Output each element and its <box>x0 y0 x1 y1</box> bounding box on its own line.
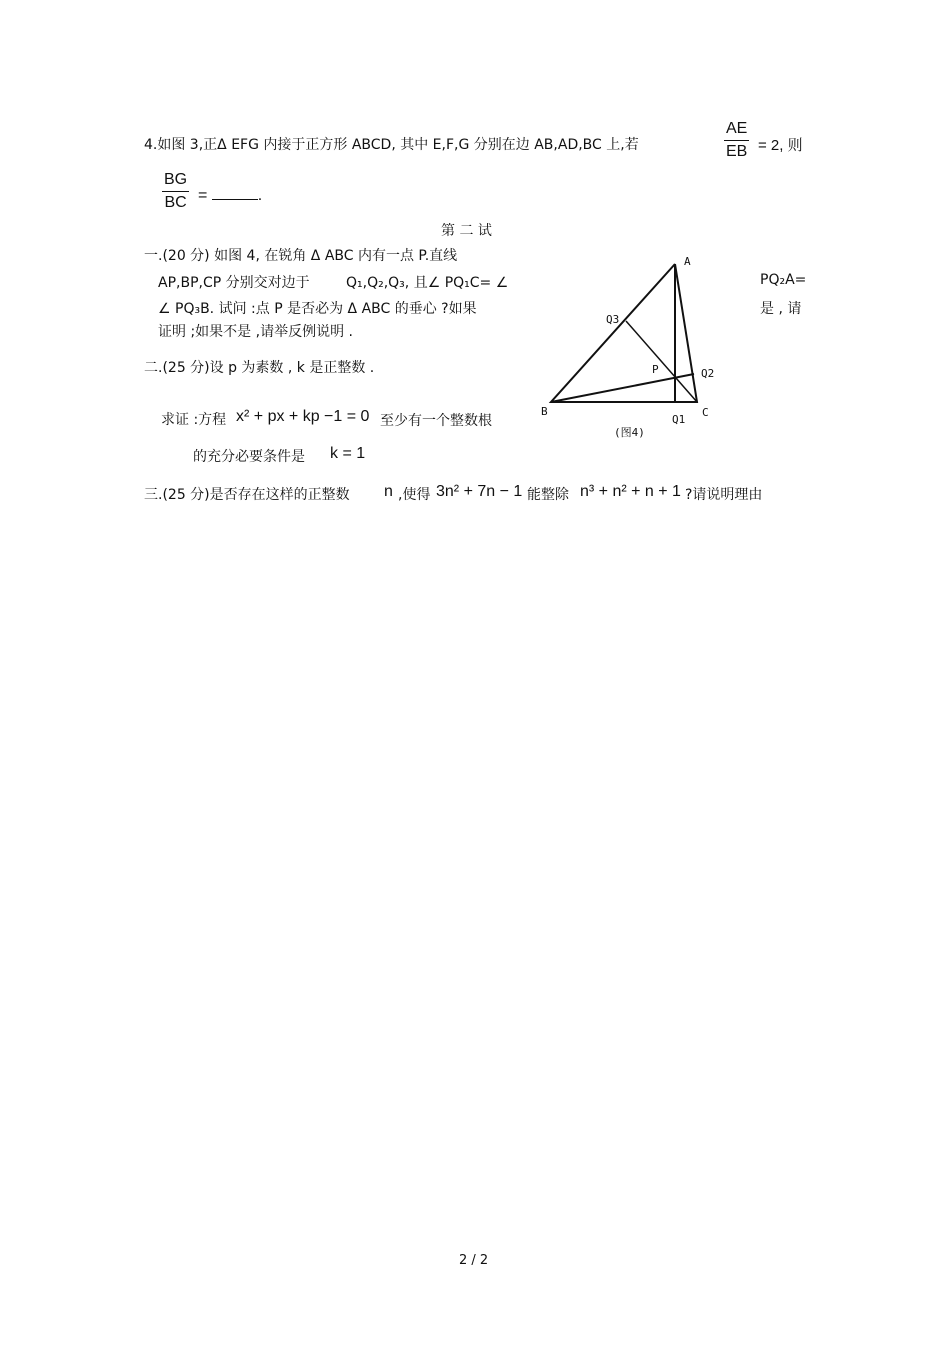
p3-text-a: 三.(25 分)是否存在这样的正整数 <box>144 487 350 503</box>
p3-expr1: 3n² + 7n − 1 <box>436 483 523 500</box>
label-b: B <box>541 405 548 418</box>
p1-line2c: PQ₂A= <box>760 272 807 288</box>
p1-line1: 一.(20 分) 如图 4, 在锐角 Δ ABC 内有一点 P.直线 <box>144 248 458 264</box>
p1-line3b: 是 , 请 <box>760 301 802 317</box>
p2-line3b: k = 1 <box>330 445 366 462</box>
p2-prove-label: 求证 :方程 <box>161 412 227 428</box>
p1-line3a: ∠ PQ₃B. 试问 :点 P 是否必为 Δ ABC 的垂心 ?如果 <box>158 301 477 317</box>
p3-text-d: ?请说明理由 <box>685 487 763 503</box>
triangle-figure <box>540 250 730 445</box>
answer-blank: = . <box>198 187 263 204</box>
p3-text-b: ,使得 <box>398 487 431 503</box>
p3-text-c: 能整除 <box>527 487 569 503</box>
fraction-numerator: AE <box>726 120 748 137</box>
label-p: P <box>652 363 659 376</box>
page-number: 2 / 2 <box>459 1253 489 1268</box>
triangle-lines <box>551 264 697 402</box>
figure-caption: (图4) <box>614 426 645 439</box>
p2-line1: 二.(25 分)设 p 为素数 , k 是正整数 . <box>144 360 375 376</box>
q4-equals-two: = 2, 则 <box>758 137 803 154</box>
label-a: A <box>684 255 691 268</box>
p3-n: n <box>384 483 393 500</box>
label-c: C <box>702 406 709 419</box>
label-q3: Q3 <box>606 313 620 326</box>
label-q2: Q2 <box>701 367 715 380</box>
blank-line <box>212 185 258 200</box>
p1-line4: 证明 ;如果不是 ,请举反例说明 . <box>158 324 353 340</box>
q4-text: 4.如图 3,正Δ EFG 内接于正方形 ABCD, 其中 E,F,G 分别在边 AB,AD,BC 上,若 <box>144 137 639 153</box>
p3-expr2: n³ + n² + n + 1 <box>580 483 681 500</box>
section-title: 第 二 试 <box>441 223 492 239</box>
fraction-denominator: EB <box>726 143 748 160</box>
label-q1: Q1 <box>672 413 686 426</box>
fraction-bg-bc <box>162 171 189 212</box>
p1-line2b: Q₁,Q₂,Q₃, 且∠ PQ₁C= ∠ <box>346 275 509 291</box>
p1-line2a: AP,BP,CP 分别交对边于 <box>158 275 310 291</box>
p2-equation: x² + px + kp −1 = 0 <box>236 408 370 425</box>
p2-line3a: 的充分必要条件是 <box>193 449 305 465</box>
p2-after-equation: 至少有一个整数根 <box>380 413 492 429</box>
fraction-denominator: BC <box>164 194 187 211</box>
fraction-numerator: BG <box>164 171 188 188</box>
fraction-ae-eb <box>724 120 749 161</box>
